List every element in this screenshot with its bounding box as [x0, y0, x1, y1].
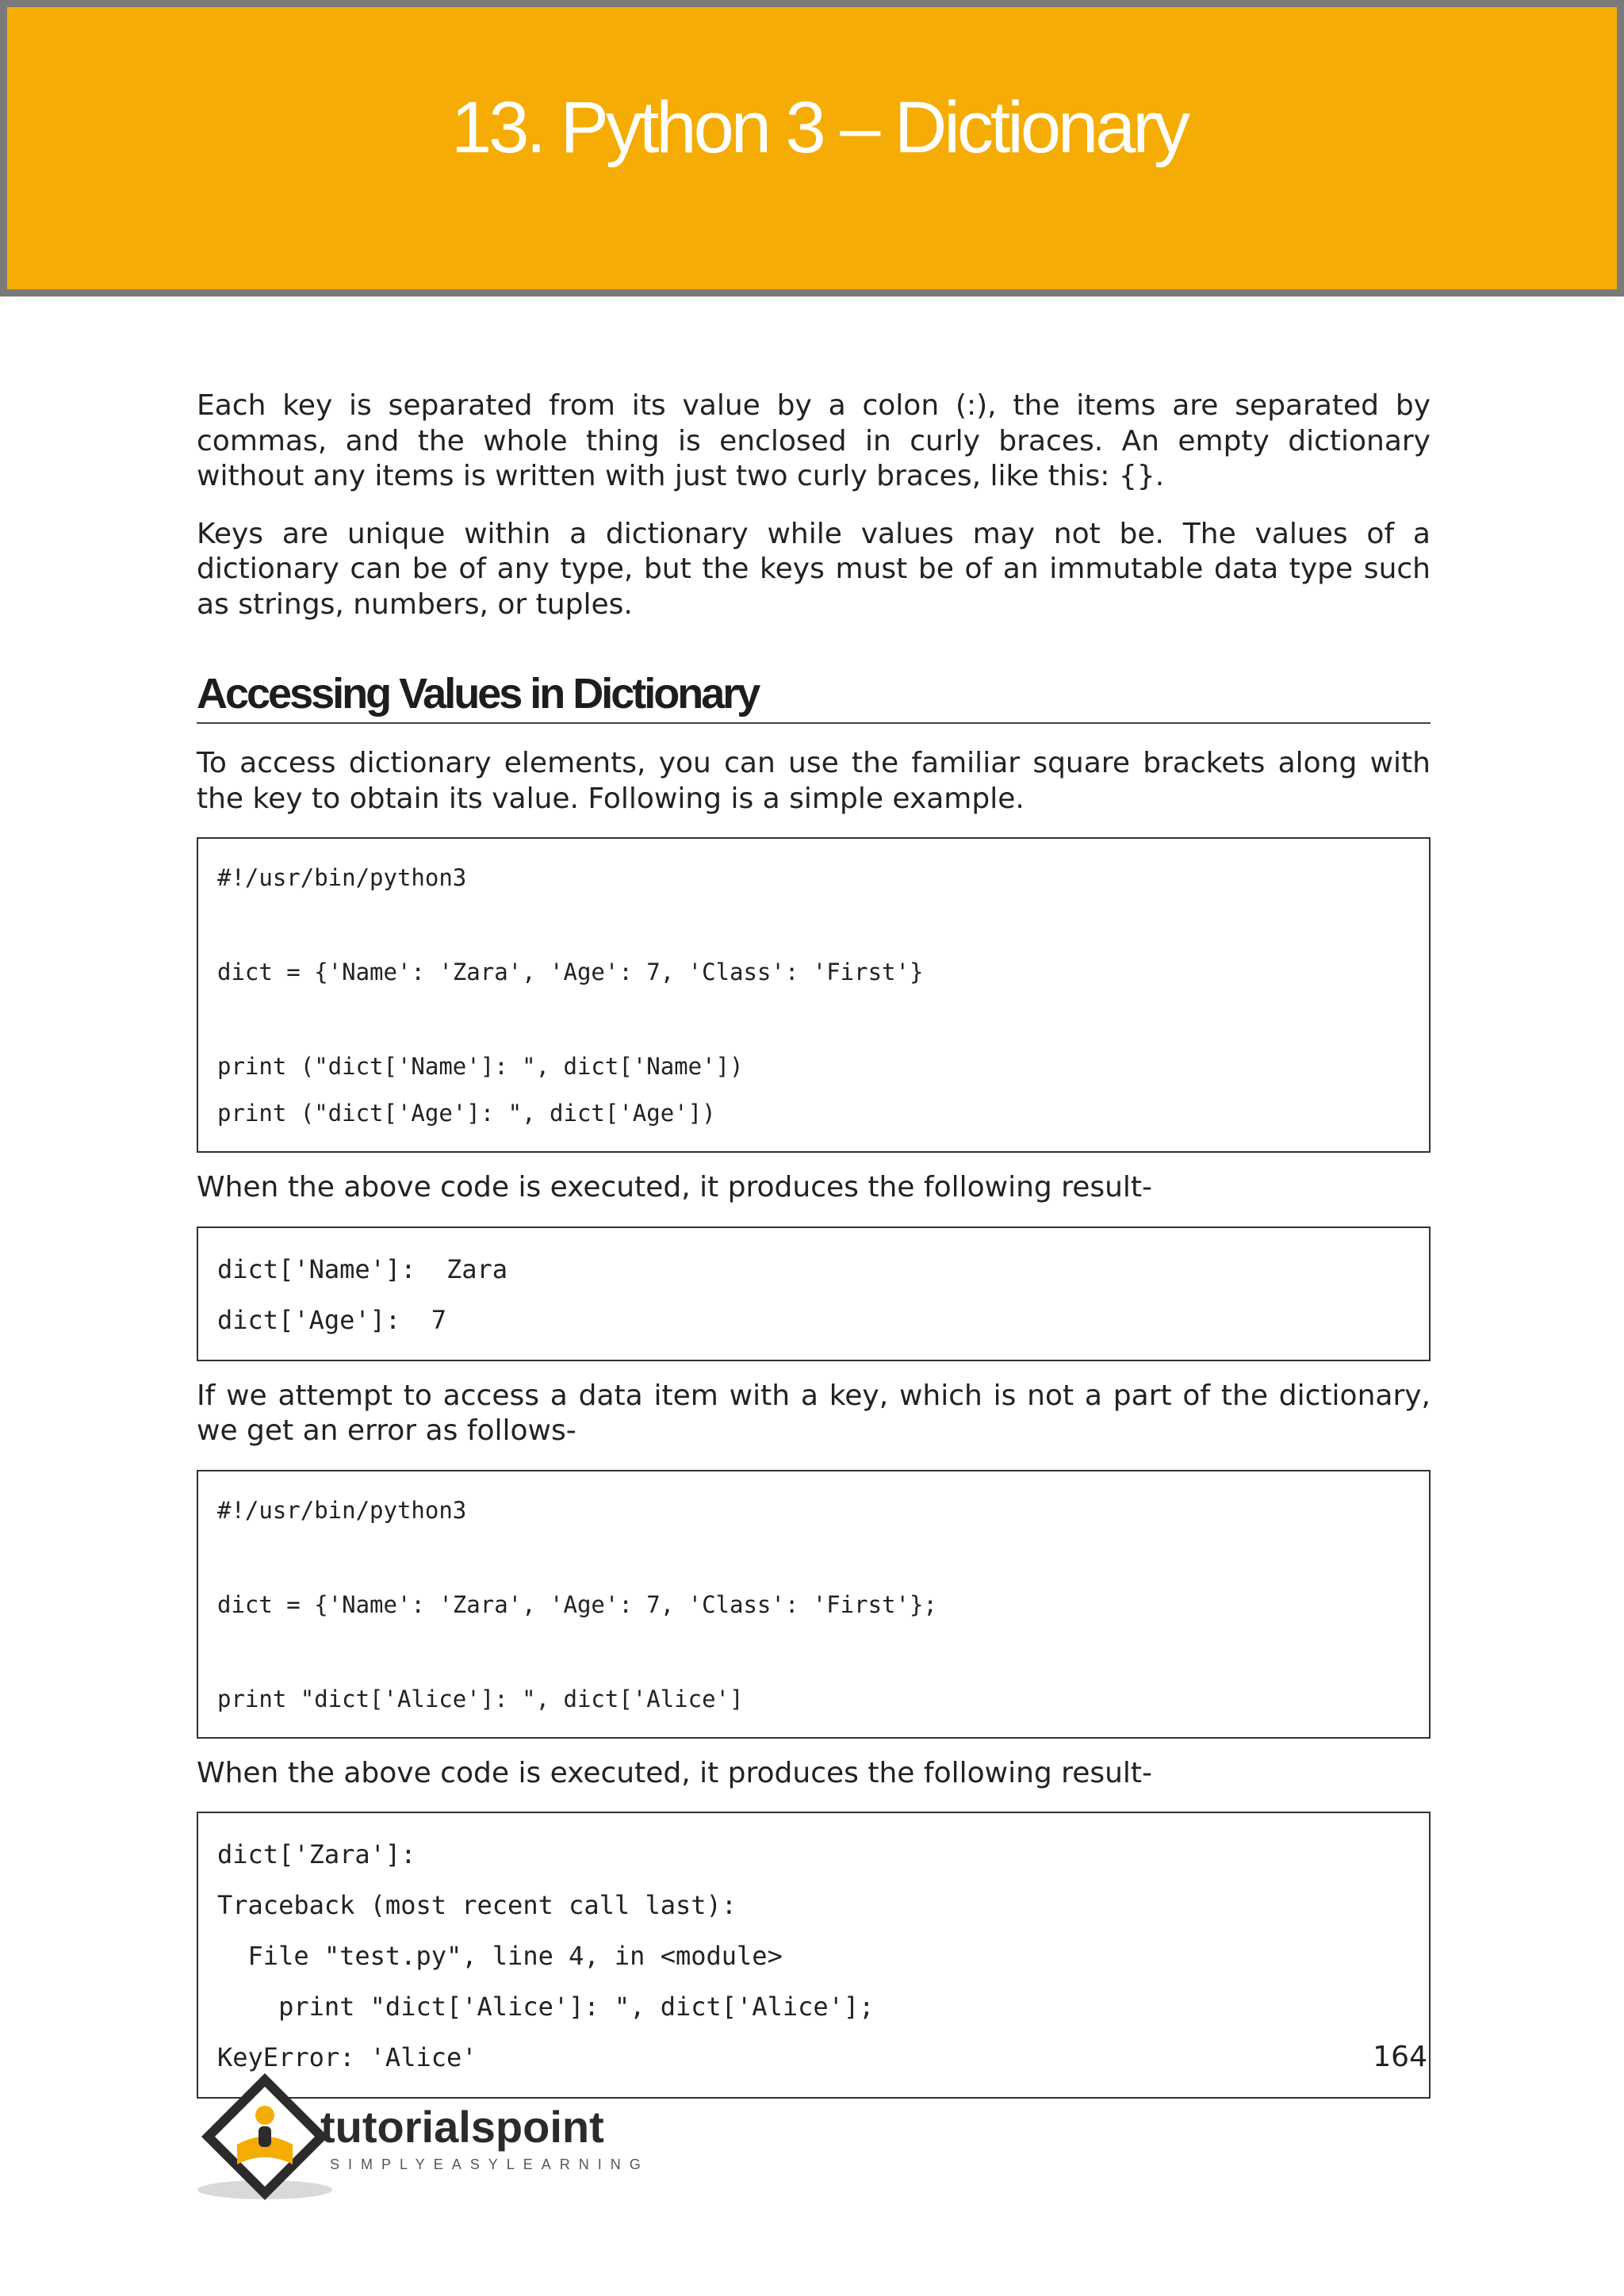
- code-line: #!/usr/bin/python3: [217, 864, 467, 891]
- logo-tagline: SIMPLYEASYLEARNING: [330, 2156, 649, 2172]
- output-line: KeyError: 'Alice': [217, 2042, 477, 2072]
- page-number: 164: [1373, 2041, 1427, 2073]
- output-block-2: [197, 1812, 1431, 2099]
- code-line: dict = {'Name': 'Zara', 'Age': 7, 'Class': 'First'}: [217, 959, 924, 985]
- code-line: print ("dict['Name']: ", dict['Name']): [217, 1053, 744, 1080]
- output-line: Traceback (most recent call last):: [217, 1890, 737, 1920]
- code-line: [217, 1628, 1410, 1676]
- code-block-1: [197, 837, 1431, 1153]
- error-intro-paragraph: If we attempt to access a data item with a key, which is not a part of the dictionary, we get an error as follows-: [197, 1379, 1431, 1447]
- code-block-2: [197, 1470, 1431, 1739]
- output-line: dict['Age']: 7: [217, 1304, 446, 1335]
- section-heading: Accessing Values in Dictionary: [197, 668, 1431, 724]
- logo-wordmark: tutorialspoint: [320, 2102, 604, 2152]
- code-line: [217, 1534, 1410, 1582]
- code-line: dict = {'Name': 'Zara', 'Age': 7, 'Class': 'First'};: [217, 1590, 937, 1618]
- output-line: print "dict['Alice']: ", dict['Alice'];: [217, 1992, 875, 2022]
- section-paragraph-1: To access dictionary elements, you can use the familiar square brackets along with the key to obtain its value. Following is a simple example.: [197, 747, 1431, 815]
- logo-person-head: [255, 2106, 274, 2125]
- logo-person-body: [259, 2126, 271, 2147]
- chapter-title: 13. Python 3 – Dictionary: [451, 87, 1187, 168]
- intro-paragraph-1: Each key is separated from its value by a colon (:), the items are separated by commas, and the whole thing is enclosed in curly braces. An empty dictionary without any items is written with just two curly braces, like this: {}.: [197, 389, 1431, 492]
- output-block-1: [197, 1226, 1431, 1361]
- code-line: print ("dict['Age']: ", dict['Age']): [217, 1100, 716, 1127]
- result-intro-1: When the above code is executed, it produces the following result-: [197, 1171, 1153, 1203]
- output-line: File "test.py", line 4, in <module>: [217, 1941, 783, 1971]
- logo-graphic: [193, 2069, 653, 2204]
- code-line: [217, 901, 1410, 949]
- code-line: [217, 996, 1410, 1043]
- tutorialspoint-logo: [193, 2069, 653, 2204]
- page-content: [197, 388, 1431, 2116]
- result-intro-2: When the above code is executed, it produces the following result-: [197, 1756, 1153, 1789]
- code-line: print "dict['Alice']: ", dict['Alice']: [217, 1685, 744, 1712]
- output-line: dict['Name']: Zara: [217, 1253, 508, 1284]
- intro-paragraph-2: Keys are unique within a dictionary while values may not be. The values of a dictionary can be of any type, but the keys must be of an immutable data type such as strings, numbers, or tuples.: [197, 517, 1431, 621]
- chapter-header: [0, 0, 1624, 297]
- code-line: #!/usr/bin/python3: [217, 1496, 467, 1524]
- output-line: dict['Zara']:: [217, 1839, 416, 1869]
